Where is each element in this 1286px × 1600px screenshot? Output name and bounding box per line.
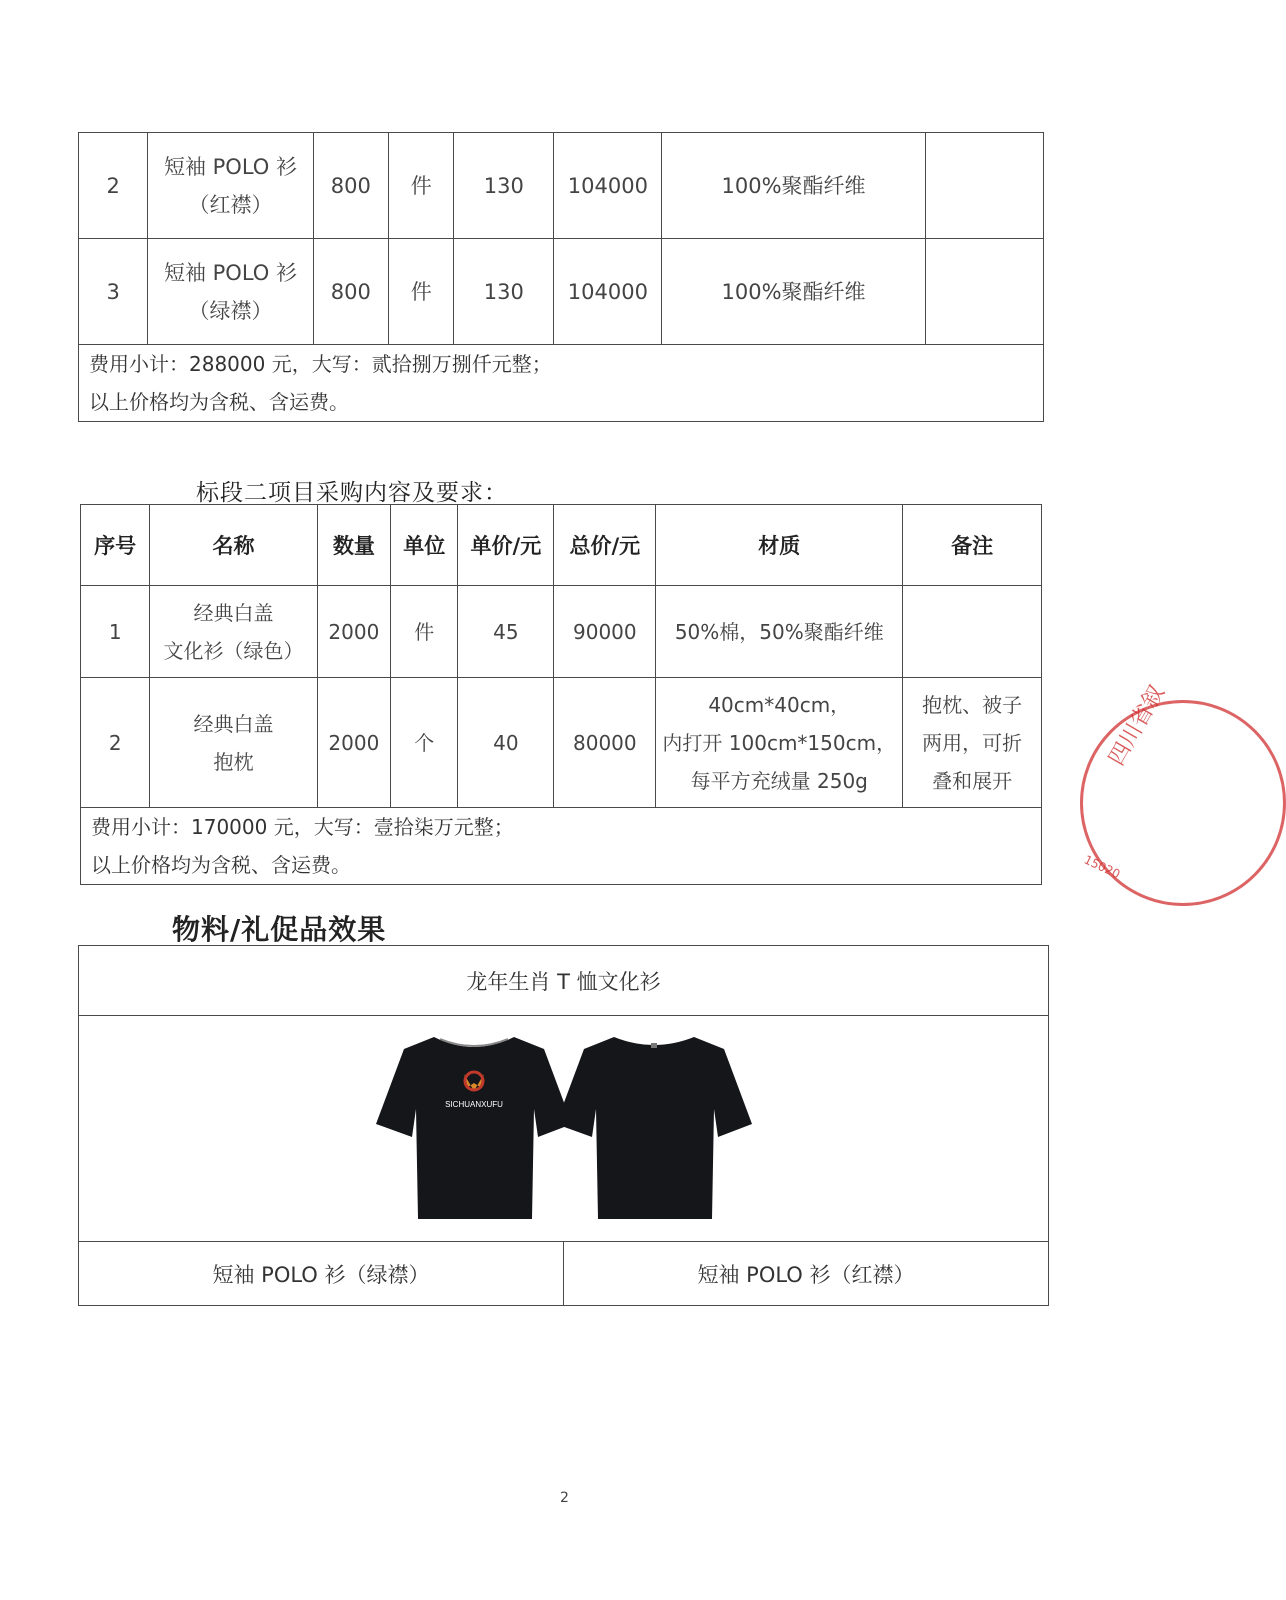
total-price: 104000	[554, 133, 662, 239]
page-number: 2	[560, 1490, 569, 1506]
row-no: 1	[81, 586, 150, 678]
material	[656, 678, 903, 808]
header-material: 材质	[656, 505, 903, 586]
note	[925, 133, 1043, 239]
item-name	[148, 239, 313, 345]
section2-heading: 标段二项目采购内容及要求：	[196, 480, 508, 506]
section3-heading: 物料/礼促品效果	[172, 913, 387, 946]
note-line: 抱枕、被子	[922, 692, 1023, 717]
table-row	[79, 239, 1044, 345]
merch-title: 龙年生肖 T 恤文化衫	[79, 946, 1049, 1016]
header-price: 单价/元	[458, 505, 554, 586]
tax-note: 以上价格均为含税、含运费。	[89, 390, 349, 414]
total-price: 104000	[554, 239, 662, 345]
merch-table	[78, 945, 1049, 1306]
item-name-line: 经典白盖	[193, 600, 274, 625]
table-row	[81, 678, 1042, 808]
tshirt-image-cell	[79, 1016, 1049, 1242]
tshirt-back-icon	[556, 1037, 752, 1219]
item-name-line: （绿襟）	[188, 298, 273, 323]
procurement-table-2	[80, 504, 1042, 885]
material: 100%聚酯纤维	[662, 239, 925, 345]
subtotal-row	[81, 808, 1042, 885]
note-line: 两用，可折	[922, 730, 1023, 755]
unit-price: 40	[458, 678, 554, 808]
header-total: 总价/元	[554, 505, 656, 586]
row-no: 2	[79, 133, 148, 239]
tax-note: 以上价格均为含税、含运费。	[91, 853, 351, 877]
subtotal-cell	[81, 808, 1042, 885]
header-no: 序号	[81, 505, 150, 586]
unit: 件	[391, 586, 458, 678]
row-no: 2	[81, 678, 150, 808]
row-no: 3	[79, 239, 148, 345]
note	[925, 239, 1043, 345]
quantity: 2000	[317, 586, 390, 678]
seal-stamp-number: 15020	[1081, 852, 1123, 882]
header-note: 备注	[903, 505, 1042, 586]
item-name-line: 短袖 POLO 衫	[163, 260, 297, 285]
unit-price: 130	[454, 133, 554, 239]
quantity: 800	[313, 239, 388, 345]
item-name-line: 经典白盖	[193, 711, 274, 736]
polo-green-label: 短袖 POLO 衫（绿襟）	[79, 1242, 564, 1306]
unit-price: 130	[454, 239, 554, 345]
material-line: 内打开 100cm*150cm，	[662, 730, 897, 755]
total-price: 90000	[554, 586, 656, 678]
seal-stamp-text: 四川省叙	[1104, 681, 1170, 770]
note	[903, 678, 1042, 808]
item-name-line: 抱枕	[213, 749, 254, 774]
unit: 个	[391, 678, 458, 808]
tshirt-front-icon	[376, 1037, 572, 1219]
subtotal-text: 费用小计：288000 元，大写：贰拾捌万捌仟元整；	[89, 352, 552, 376]
item-name-line: （红襟）	[188, 192, 273, 217]
tshirt-image	[374, 1029, 754, 1229]
header-unit: 单位	[391, 505, 458, 586]
material-line: 40cm*40cm，	[708, 692, 851, 717]
shirt-logo-text: SICHUANXUFU	[444, 1099, 503, 1109]
subtotal-text: 费用小计：170000 元，大写：壹拾柒万元整；	[91, 815, 514, 839]
subtotal-cell	[79, 345, 1044, 422]
item-name	[150, 678, 317, 808]
quantity: 800	[313, 133, 388, 239]
header-name: 名称	[150, 505, 317, 586]
header-qty: 数量	[317, 505, 390, 586]
total-price: 80000	[554, 678, 656, 808]
material-line: 50%棉，50%聚酯纤维	[674, 619, 884, 644]
subtotal-row	[79, 345, 1044, 422]
item-name-line: 短袖 POLO 衫	[163, 154, 297, 179]
unit-price: 45	[458, 586, 554, 678]
unit: 件	[389, 239, 454, 345]
header-row	[81, 505, 1042, 586]
procurement-table-1	[78, 132, 1044, 422]
material	[656, 586, 903, 678]
unit: 件	[389, 133, 454, 239]
item-name	[148, 133, 313, 239]
quantity: 2000	[317, 678, 390, 808]
item-name-line: 文化衫（绿色）	[163, 638, 304, 663]
note-line: 叠和展开	[932, 768, 1013, 793]
table-row	[81, 586, 1042, 678]
note	[903, 586, 1042, 678]
polo-red-label: 短袖 POLO 衫（红襟）	[564, 1242, 1049, 1306]
item-name	[150, 586, 317, 678]
material: 100%聚酯纤维	[662, 133, 925, 239]
material-line: 每平方充绒量 250g	[690, 768, 868, 793]
table-row	[79, 133, 1044, 239]
